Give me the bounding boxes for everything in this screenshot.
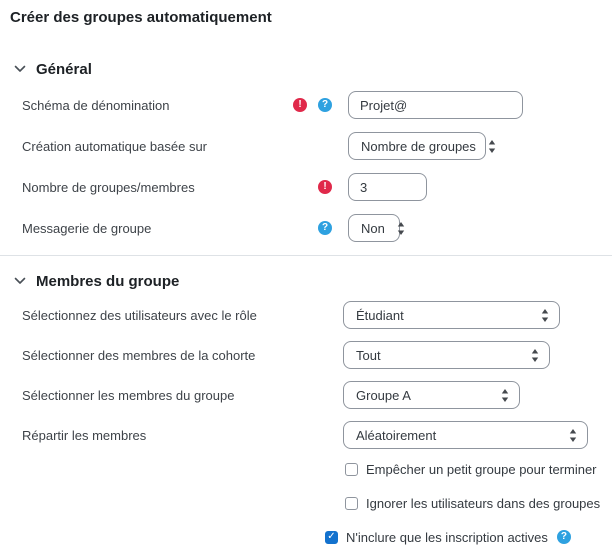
selected-value: Étudiant — [356, 307, 404, 323]
field-auto-create-based-on — [22, 132, 612, 160]
checkbox-row-prevent-small-group — [345, 461, 612, 477]
checkbox-label: Ignorer les utilisateurs dans des groupes — [366, 495, 601, 511]
group-member-count-input[interactable] — [348, 173, 427, 201]
group-messaging-select[interactable] — [348, 214, 400, 242]
select-arrows-icon — [541, 309, 549, 322]
field-naming-scheme — [22, 91, 612, 119]
chevron-down-icon — [13, 274, 27, 288]
selected-value: Aléatoirement — [356, 427, 437, 443]
chevron-down-icon — [13, 62, 27, 76]
ignore-users-checkbox[interactable] — [345, 497, 358, 510]
checkbox-label: Empêcher un petit groupe pour terminer — [366, 461, 597, 477]
select-arrows-icon — [488, 140, 496, 153]
help-icon[interactable]: ? — [557, 530, 571, 544]
page-title: Créer des groupes automatiquement — [10, 9, 272, 26]
help-icon[interactable]: ? — [318, 98, 332, 112]
prevent-small-group-checkbox[interactable] — [345, 463, 358, 476]
field-label: Création automatique basée sur — [22, 138, 208, 154]
section-divider — [0, 255, 612, 256]
section-header-general[interactable] — [13, 59, 612, 79]
field-label: Sélectionner les membres du groupe — [22, 387, 235, 403]
role-select[interactable] — [343, 301, 560, 329]
auto-create-basis-select[interactable] — [348, 132, 486, 160]
required-icon: ! — [293, 98, 307, 112]
general-fields — [0, 91, 612, 242]
section-header-members[interactable] — [13, 271, 612, 291]
field-label: Schéma de dénomination — [22, 97, 170, 113]
field-group-messaging — [22, 214, 612, 242]
field-select-cohort — [22, 341, 612, 369]
selected-value: Non — [361, 220, 385, 236]
checkbox-row-ignore-users-in-groups — [345, 495, 612, 511]
field-select-group-members — [22, 381, 612, 409]
naming-scheme-input[interactable] — [348, 91, 523, 119]
allocate-members-select[interactable] — [343, 421, 588, 449]
checkbox-label: N'inclure que les inscription actives — [346, 529, 548, 545]
help-icon[interactable]: ? — [318, 221, 332, 235]
field-label: Messagerie de groupe — [22, 220, 152, 236]
field-group-member-count — [22, 173, 612, 201]
field-label: Répartir les membres — [22, 427, 147, 443]
field-label: Sélectionnez des utilisateurs avec le rôle — [22, 307, 257, 323]
field-label: Nombre de groupes/membres — [22, 179, 195, 195]
select-arrows-icon — [501, 389, 509, 402]
section-title-general: Général — [36, 60, 92, 78]
active-enrolments-checkbox[interactable]: ✓ — [325, 531, 338, 544]
required-icon: ! — [318, 180, 332, 194]
field-select-role — [22, 301, 612, 329]
field-label: Sélectionner des membres de la cohorte — [22, 347, 256, 363]
members-fields — [0, 301, 612, 545]
cohort-select[interactable] — [343, 341, 550, 369]
select-arrows-icon — [569, 429, 577, 442]
checkbox-row-active-enrolments-only — [325, 529, 612, 545]
select-arrows-icon — [397, 222, 405, 235]
selected-value: Tout — [356, 347, 381, 363]
selected-value: Groupe A — [356, 387, 411, 403]
select-arrows-icon — [531, 349, 539, 362]
field-allocate-members — [22, 421, 612, 449]
group-members-select[interactable] — [343, 381, 520, 409]
selected-value: Nombre de groupes — [361, 138, 476, 154]
section-title-members: Membres du groupe — [36, 272, 180, 290]
